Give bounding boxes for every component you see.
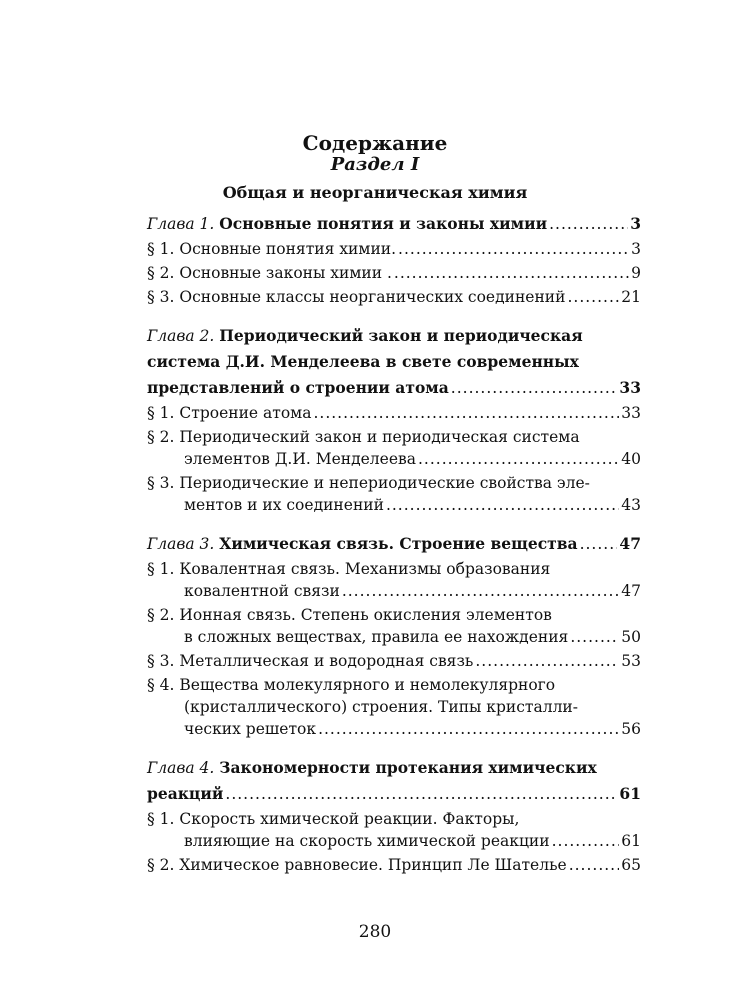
paragraph-title: § 2. Ионная связь. Степень окисления элементов: [147, 606, 552, 624]
paragraph-title: § 1. Основные понятия химии.: [147, 240, 397, 258]
paragraph-line[interactable]: [147, 448, 641, 470]
paragraph-title: ковалентной связи: [184, 582, 340, 600]
page-title: Содержание: [302, 131, 448, 155]
dot-leader: [318, 718, 619, 740]
toc-paragraph: [147, 808, 641, 852]
paragraph-title: § 1. Ковалентная связь. Механизмы образования: [147, 560, 551, 578]
paragraph-line[interactable]: [147, 426, 641, 448]
chapter-line[interactable]: [147, 350, 641, 374]
paragraph-line[interactable]: [147, 472, 641, 494]
toc-chapter: [147, 212, 641, 308]
paragraph-page: 21: [621, 288, 641, 306]
paragraph-page: 40: [621, 450, 641, 468]
paragraph-page: 3: [631, 240, 641, 258]
paragraph-title: в сложных веществах, правила ее нахождения: [184, 628, 569, 646]
dot-leader: [549, 212, 628, 236]
paragraph-title: § 4. Вещества молекулярного и немолекулярного: [147, 676, 556, 694]
chapter-line[interactable]: [147, 212, 641, 236]
dot-leader: [569, 854, 620, 876]
paragraph-page: 33: [621, 404, 641, 422]
paragraph-page: 9: [631, 264, 641, 282]
chapter-page: 61: [619, 784, 641, 803]
chapter-title: Основные понятия и законы химии: [219, 214, 548, 233]
dot-leader: [342, 580, 619, 602]
paragraph-title: влияющие на скорость химической реакции: [184, 832, 550, 850]
chapter-title: Периодический закон и периодическая: [219, 326, 583, 345]
chapter-prefix: Глава 2.: [147, 327, 215, 345]
page-number: 280: [358, 922, 392, 942]
paragraph-title: ментов и их соединений: [184, 496, 384, 514]
dot-leader: [386, 494, 619, 516]
paragraph-line[interactable]: [147, 238, 641, 260]
paragraph-title: § 1. Строение атома: [147, 404, 312, 422]
toc-paragraph: [147, 472, 641, 516]
paragraph-title: § 2. Основные законы химии .: [147, 264, 392, 282]
paragraph-line[interactable]: [147, 262, 641, 284]
paragraph-line[interactable]: [147, 650, 641, 672]
chapter-title: Закономерности протекания химических: [219, 758, 597, 777]
chapter-title: Химическая связь. Строение вещества: [219, 534, 578, 553]
dot-leader: [475, 650, 619, 672]
toc-paragraph: [147, 604, 641, 648]
paragraph-line[interactable]: [147, 580, 641, 602]
dot-leader: [451, 376, 618, 400]
paragraph-line[interactable]: [147, 674, 641, 696]
dot-leader: [418, 448, 619, 470]
paragraph-title: § 3. Основные классы неорганических соединений: [147, 288, 566, 306]
paragraph-line[interactable]: [147, 854, 641, 876]
paragraph-line[interactable]: [147, 494, 641, 516]
chapter-prefix: Глава 3.: [147, 535, 215, 553]
chapter-page: 47: [619, 534, 641, 553]
paragraph-page: 61: [621, 832, 641, 850]
chapter-line[interactable]: [147, 782, 641, 806]
chapter-prefix: Глава 1.: [147, 215, 215, 233]
paragraph-page: 43: [621, 496, 641, 514]
paragraph-title: § 2. Периодический закон и периодическая система: [147, 428, 580, 446]
paragraph-line[interactable]: [147, 718, 641, 740]
paragraph-page: 47: [621, 582, 641, 600]
paragraph-title: § 2. Химическое равновесие. Принцип Ле Шателье: [147, 856, 567, 874]
chapter-page: 33: [619, 378, 641, 397]
paragraph-title: § 3. Периодические и непериодические свойства эле-: [147, 474, 590, 492]
dot-leader: [313, 402, 619, 424]
toc-header: [0, 132, 750, 204]
section-subtitle: Общая и неорганическая химия: [222, 183, 528, 202]
dot-leader: [570, 626, 619, 648]
chapter-page: 3: [630, 214, 641, 233]
toc-paragraph: [147, 650, 641, 672]
section-label: Раздел I: [330, 154, 420, 175]
toc-paragraph: [147, 674, 641, 740]
paragraph-page: 65: [621, 856, 641, 874]
toc-paragraph: [147, 558, 641, 602]
paragraph-line[interactable]: [147, 558, 641, 580]
paragraph-title: (кристаллического) строения. Типы кристалли-: [184, 698, 578, 716]
table-of-contents: [147, 212, 641, 876]
paragraph-line[interactable]: [147, 402, 641, 424]
paragraph-title: ческих решеток: [184, 720, 317, 738]
toc-paragraph: [147, 286, 641, 308]
chapter-line[interactable]: [147, 376, 641, 400]
dot-leader: [552, 830, 620, 852]
chapter-line[interactable]: [147, 756, 641, 780]
toc-chapter: [147, 532, 641, 740]
toc-paragraph: [147, 238, 641, 260]
paragraph-page: 50: [621, 628, 641, 646]
paragraph-line[interactable]: [147, 626, 641, 648]
toc-paragraph: [147, 854, 641, 876]
chapter-title: система Д.И. Менделеева в свете современных: [147, 352, 579, 371]
dot-leader: [567, 286, 619, 308]
toc-chapter: [147, 756, 641, 876]
paragraph-line[interactable]: [147, 830, 641, 852]
paragraph-line[interactable]: [147, 696, 641, 718]
toc-chapter: [147, 324, 641, 516]
paragraph-title: элементов Д.И. Менделеева: [184, 450, 416, 468]
paragraph-page: 56: [621, 720, 641, 738]
paragraph-line[interactable]: [147, 808, 641, 830]
dot-leader: [225, 782, 617, 806]
paragraph-page: 53: [621, 652, 641, 670]
dot-leader: [394, 262, 629, 284]
toc-paragraph: [147, 402, 641, 424]
paragraph-title: § 1. Скорость химической реакции. Факторы,: [147, 810, 520, 828]
dot-leader: [398, 238, 629, 260]
paragraph-line[interactable]: [147, 286, 641, 308]
chapter-line[interactable]: [147, 324, 641, 348]
toc-paragraph: [147, 426, 641, 470]
chapter-title: представлений о строении атома: [147, 378, 449, 397]
chapter-title: реакций: [147, 784, 224, 803]
chapter-prefix: Глава 4.: [147, 759, 215, 777]
toc-paragraph: [147, 262, 641, 284]
paragraph-line[interactable]: [147, 604, 641, 626]
paragraph-title: § 3. Металлическая и водородная связь: [147, 652, 474, 670]
chapter-line[interactable]: [147, 532, 641, 556]
dot-leader: [580, 532, 618, 556]
